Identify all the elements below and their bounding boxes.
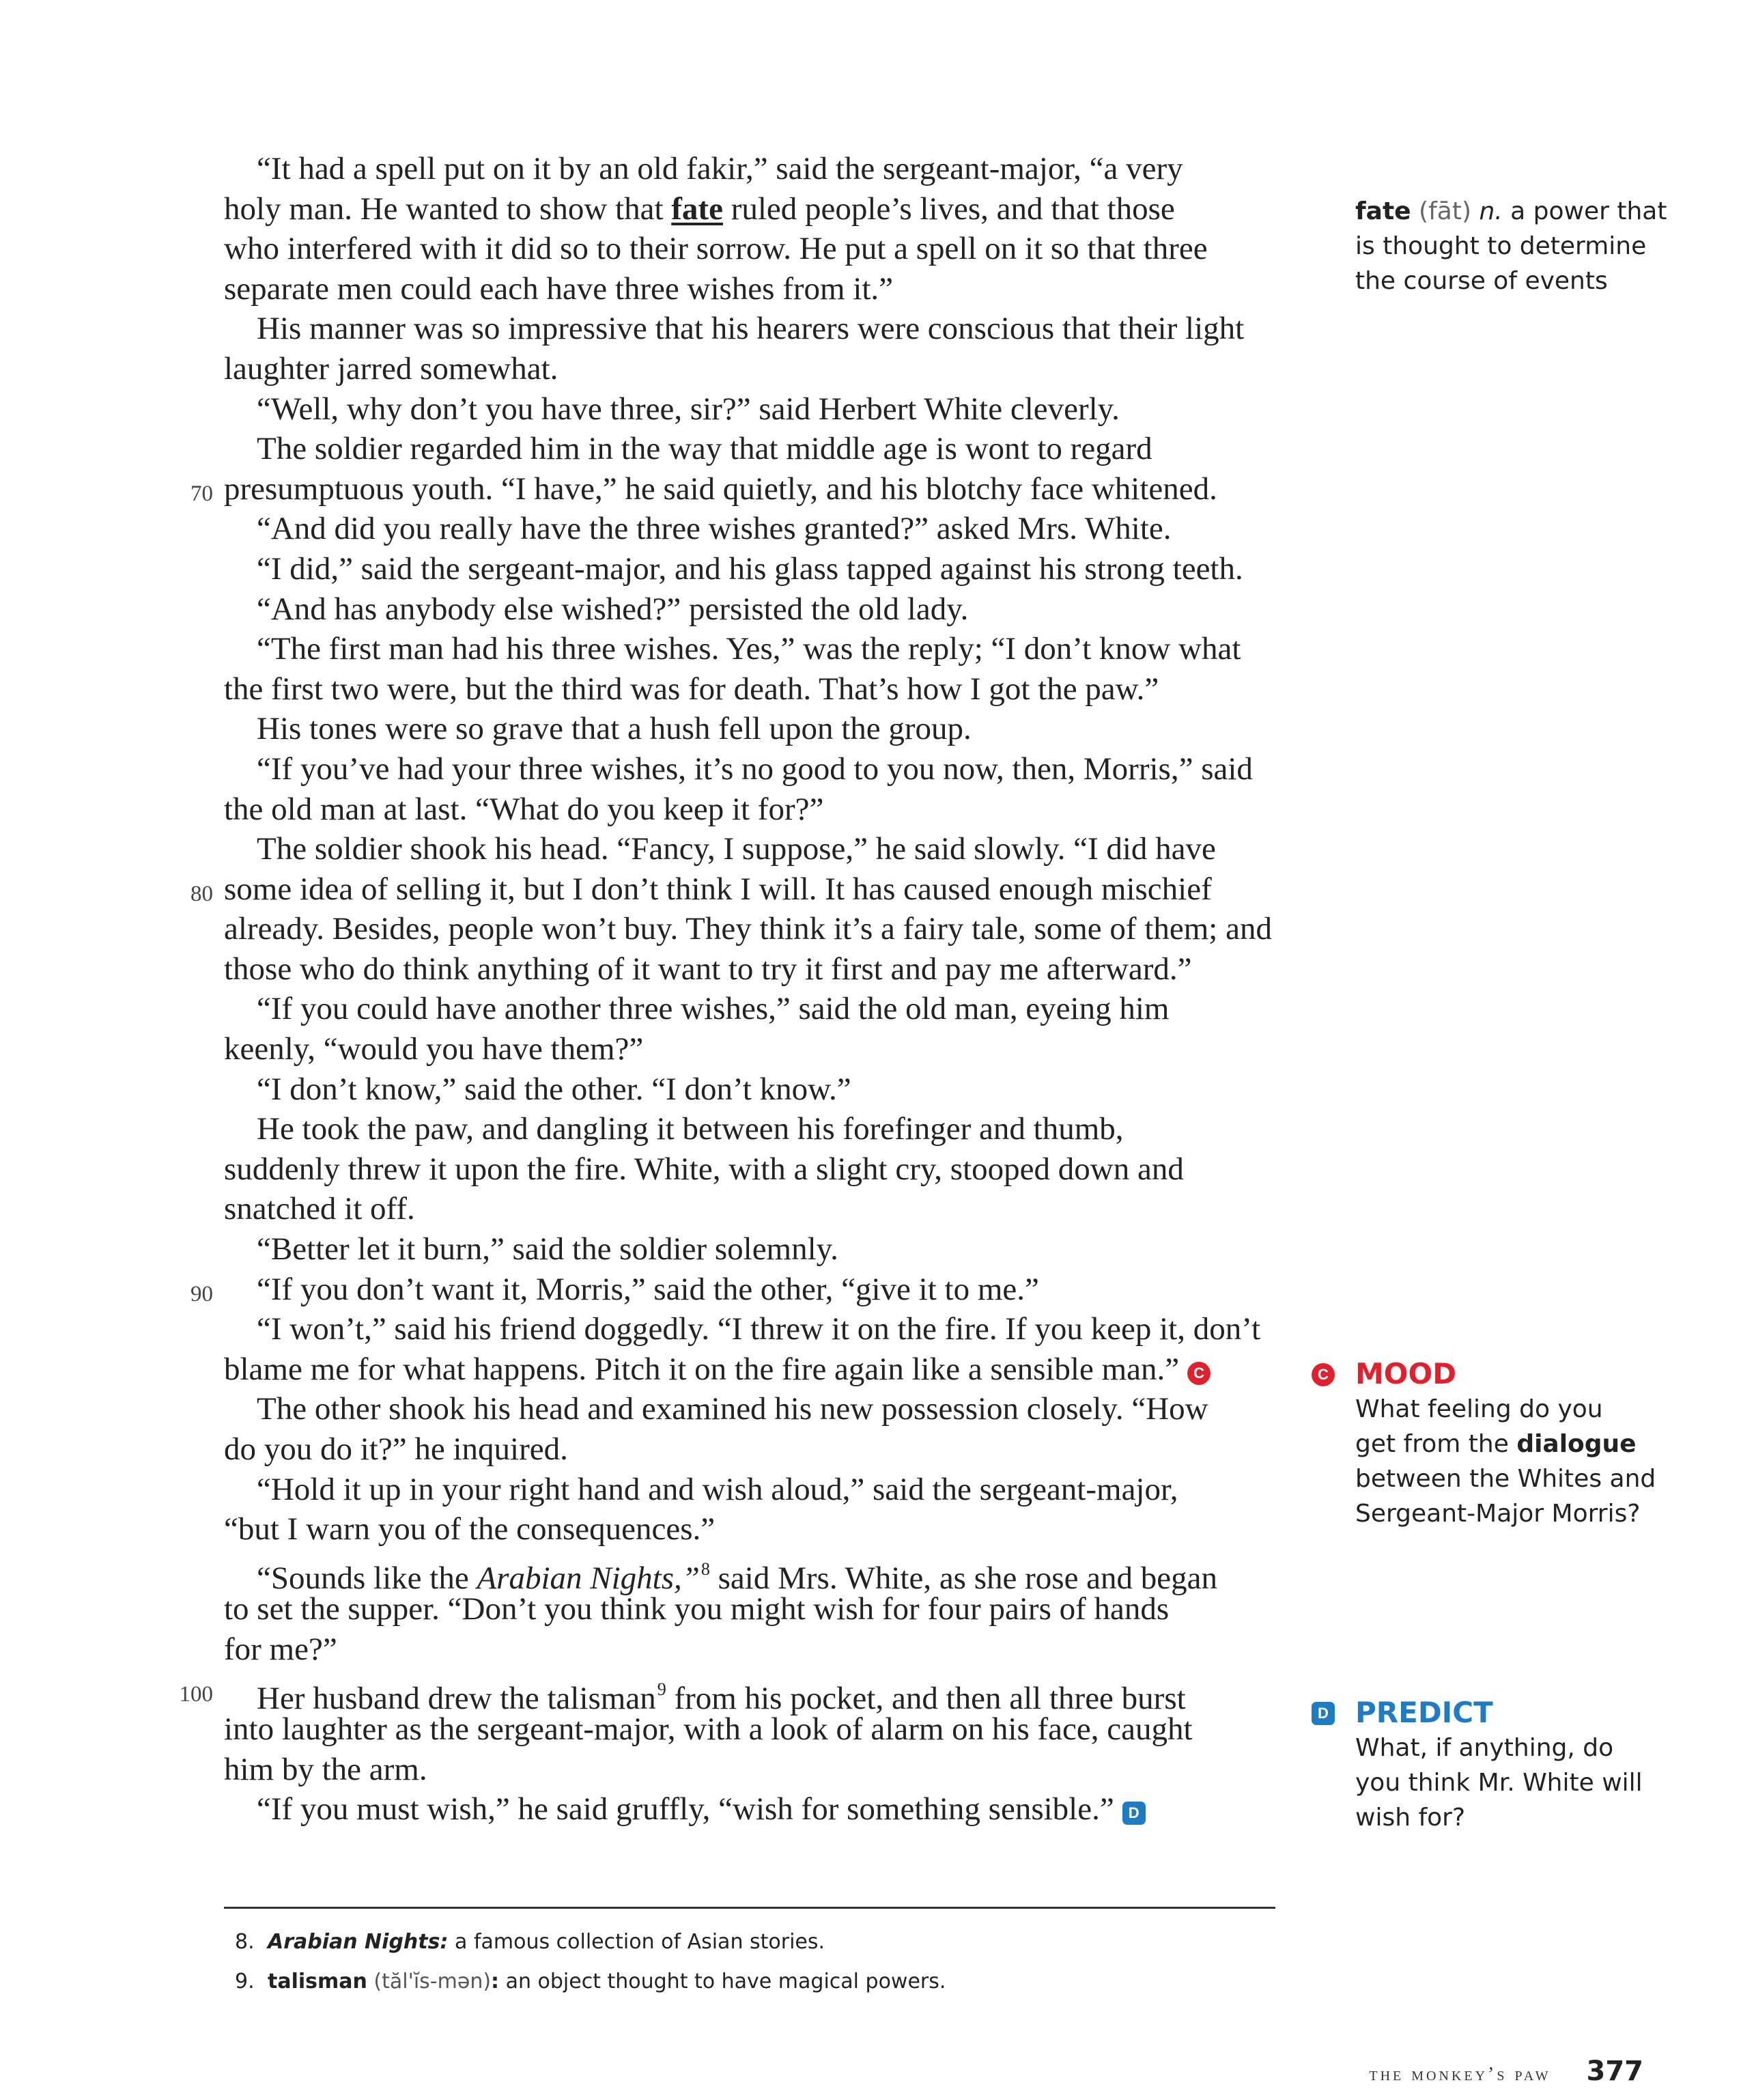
footnote-definition: a famous collection of Asian stories. [448, 1930, 825, 1954]
vocabulary-note [1355, 194, 1676, 298]
vocab-def-line: a power that [1502, 197, 1667, 225]
line-text: him by the arm. [224, 1751, 427, 1787]
story-line [224, 1109, 1275, 1149]
footnote-9 [235, 1962, 1259, 2002]
line-text: separate men could each have three wishes from it.” [224, 270, 894, 307]
line-text: “It had a spell put on it by an old fakir,” said the sergeant-major, “a very [257, 151, 1183, 186]
mood-marker-icon: C [1187, 1362, 1211, 1385]
story-line [224, 549, 1275, 589]
vocab-definition [1355, 194, 1676, 298]
story-line [224, 1029, 1275, 1069]
line-number: 80 [190, 881, 213, 906]
story-line [224, 229, 1275, 269]
vocab-def-line: is thought to determine [1355, 232, 1647, 260]
footnote-divider [224, 1907, 1275, 1909]
story-line [224, 1229, 1275, 1270]
footnote-colon: : [491, 1970, 500, 1993]
footnote-term: talisman [268, 1970, 367, 1993]
mood-question-line: What feeling do you [1355, 1395, 1603, 1423]
story-line [224, 269, 1275, 309]
line-text: “If you’ve had your three wishes, it’s no good to you now, then, Morris,” said [257, 751, 1253, 787]
story-line [190, 869, 1275, 910]
story-line [224, 389, 1275, 430]
line-text: blame me for what happens. Pitch it on the fire again like a sensible man.” [224, 1351, 1180, 1387]
story-line [224, 629, 1275, 669]
story-line [224, 1789, 1275, 1830]
vocab-word: fate [1355, 197, 1411, 225]
mood-note [1318, 1356, 1676, 1531]
mood-heading [1318, 1356, 1676, 1392]
line-text: who interfered with it did so to their sorrow. He put a spell on it so that three [224, 231, 1208, 267]
line-text: “Sounds like the [257, 1560, 477, 1596]
page-number: 377 [1586, 2056, 1643, 2087]
line-number: 70 [190, 481, 213, 506]
vocab-keyword: fate [671, 191, 723, 227]
line-text: “If you must wish,” he said gruffly, “wish for something sensible.” [257, 1791, 1114, 1828]
mood-question-line [1355, 1427, 1676, 1461]
footnote-number: 9. [235, 1970, 255, 1993]
footnotes [235, 1922, 1259, 2002]
predict-note [1318, 1695, 1676, 1835]
line-text: keenly, “would you have them?” [224, 1031, 644, 1067]
story-line [224, 669, 1275, 710]
story-line [224, 749, 1275, 789]
predict-heading-label: PREDICT [1355, 1696, 1493, 1729]
predict-question-line: wish for? [1355, 1804, 1466, 1832]
page-footer [1369, 2056, 1643, 2087]
story-line [224, 1589, 1275, 1629]
footnote-ref: 9 [657, 1679, 666, 1699]
story-line [224, 1389, 1275, 1429]
story-line [224, 1069, 1275, 1110]
story-line [224, 1709, 1275, 1750]
story-line [224, 1429, 1275, 1470]
story-line [224, 949, 1275, 990]
mood-question-text: get from the [1355, 1430, 1517, 1458]
line-text: His tones were so grave that a hush fell upon the group. [257, 711, 972, 747]
line-text: “The first man had his three wishes. Yes,” was the reply; “I don’t know what [257, 631, 1241, 667]
mood-heading-label: MOOD [1355, 1357, 1457, 1390]
line-text: “If you could have another three wishes,” said the old man, eyeing him [257, 991, 1170, 1027]
story-line [224, 1349, 1275, 1390]
line-text: those who do think anything of it want to try it first and pay me afterward.” [224, 951, 1192, 987]
line-text: The soldier shook his head. “Fancy, I suppose,” he said slowly. “I did have [257, 831, 1216, 867]
line-number: 90 [190, 1281, 213, 1306]
story-line [224, 509, 1275, 549]
line-number: 100 [179, 1681, 213, 1707]
line-text: “Better let it burn,” said the soldier solemnly. [257, 1231, 838, 1268]
footnote-ref: 8 [700, 1558, 710, 1579]
line-text: snatched it off. [224, 1191, 415, 1227]
mood-keyword: dialogue [1516, 1430, 1637, 1458]
vocab-part-of-speech: n. [1479, 197, 1503, 225]
line-text: holy man. He wanted to show that [224, 191, 672, 227]
line-text: suddenly threw it upon the fire. White, with a slight cry, stooped down and [224, 1151, 1184, 1187]
line-text: “I did,” said the sergeant-major, and his glass tapped against his strong teeth. [257, 550, 1243, 587]
line-text: already. Besides, people won’t buy. They think it’s a fairy tale, some of them; and [224, 911, 1272, 947]
line-text: He took the paw, and dangling it between his forefinger and thumb, [257, 1111, 1124, 1147]
line-text: from his pocket, and then all three burst [666, 1680, 1186, 1716]
line-text: The soldier regarded him in the way that middle age is wont to regard [257, 431, 1152, 467]
story-line [224, 1509, 1275, 1550]
story-line [224, 429, 1275, 469]
story-line [224, 1629, 1275, 1670]
line-text: The other shook his head and examined his new possession closely. “How [257, 1391, 1208, 1427]
story-line [190, 469, 1275, 509]
line-text: into laughter as the sergeant-major, with a look of alarm on his face, caught [224, 1711, 1193, 1748]
line-text: “Well, why don’t you have three, sir?” said Herbert White cleverly. [257, 391, 1120, 427]
line-text: “I won’t,” said his friend doggedly. “I threw it on the fire. If you keep it, don’t [257, 1311, 1261, 1347]
story-line [224, 789, 1275, 830]
running-title: the monkey’s paw [1369, 2064, 1551, 2085]
predict-marker-icon: D [1312, 1702, 1335, 1725]
line-text: “Hold it up in your right hand and wish aloud,” said the sergeant-major, [257, 1471, 1178, 1507]
story-line [224, 309, 1275, 349]
line-text: Her husband drew the talisman [257, 1680, 656, 1716]
story-line [224, 149, 1275, 189]
line-text: to set the supper. “Don’t you think you might wish for four pairs of hands [224, 1591, 1170, 1627]
line-text: the old man at last. “What do you keep it for?” [224, 791, 824, 827]
story-text [179, 149, 1275, 1830]
footnote-term: Arabian Nights: [268, 1930, 449, 1954]
story-line [224, 1189, 1275, 1229]
italic-title: Arabian Nights,” [477, 1560, 700, 1596]
story-line [190, 1270, 1275, 1310]
line-text: the first two were, but the third was for death. That’s how I got the paw.” [224, 671, 1159, 707]
line-text: presumptuous youth. “I have,” he said quietly, and his blotchy face whitened. [224, 471, 1217, 507]
line-text: “And did you really have the three wishes granted?” asked Mrs. White. [257, 511, 1172, 547]
line-text: for me?” [224, 1631, 337, 1667]
vocab-def-line: the course of events [1355, 267, 1608, 295]
line-text: some idea of selling it, but I don’t think I will. It has caused enough mischief [224, 871, 1212, 907]
line-text: “If you don’t want it, Morris,” said the other, “give it to me.” [257, 1271, 1039, 1307]
story-line [224, 709, 1275, 749]
story-line [224, 1309, 1275, 1349]
predict-question-line: you think Mr. White will [1355, 1769, 1643, 1797]
predict-heading [1318, 1695, 1676, 1731]
line-text: laughter jarred somewhat. [224, 350, 558, 387]
footnote-number: 8. [235, 1930, 255, 1954]
story-line [224, 989, 1275, 1029]
story-line [224, 909, 1275, 949]
story-line [224, 1470, 1275, 1510]
story-line [224, 1550, 1275, 1596]
mood-question-line: Sergeant-Major Morris? [1355, 1500, 1641, 1528]
story-line [224, 349, 1275, 389]
story-line [224, 1149, 1275, 1190]
line-text: ruled people’s lives, and that those [722, 191, 1175, 227]
line-text: “And has anybody else wished?” persisted the old lady. [257, 591, 969, 627]
predict-marker-icon: D [1122, 1802, 1146, 1825]
line-text: said Mrs. White, as she rose and began [709, 1560, 1218, 1596]
footnote-pronunciation: (tăl'ĭs-mən) [367, 1970, 492, 1993]
story-line [224, 589, 1275, 630]
mood-question-line: between the Whites and [1355, 1465, 1656, 1493]
story-line [224, 829, 1275, 869]
vocab-pronunciation: (fāt) [1419, 197, 1471, 225]
line-text: “but I warn you of the consequences.” [224, 1511, 716, 1548]
story-line [224, 189, 1275, 229]
predict-question-line: What, if anything, do [1355, 1734, 1614, 1762]
line-text: His manner was so impressive that his hearers were conscious that their light [257, 311, 1245, 347]
story-line [224, 1750, 1275, 1790]
footnote-8 [235, 1922, 1259, 1962]
story-line [179, 1670, 1275, 1716]
footnote-definition: an object thought to have magical powers. [499, 1970, 946, 1993]
line-text: “I don’t know,” said the other. “I don’t know.” [257, 1071, 851, 1107]
mood-marker-icon: C [1312, 1363, 1335, 1386]
line-text: do you do it?” he inquired. [224, 1431, 568, 1467]
